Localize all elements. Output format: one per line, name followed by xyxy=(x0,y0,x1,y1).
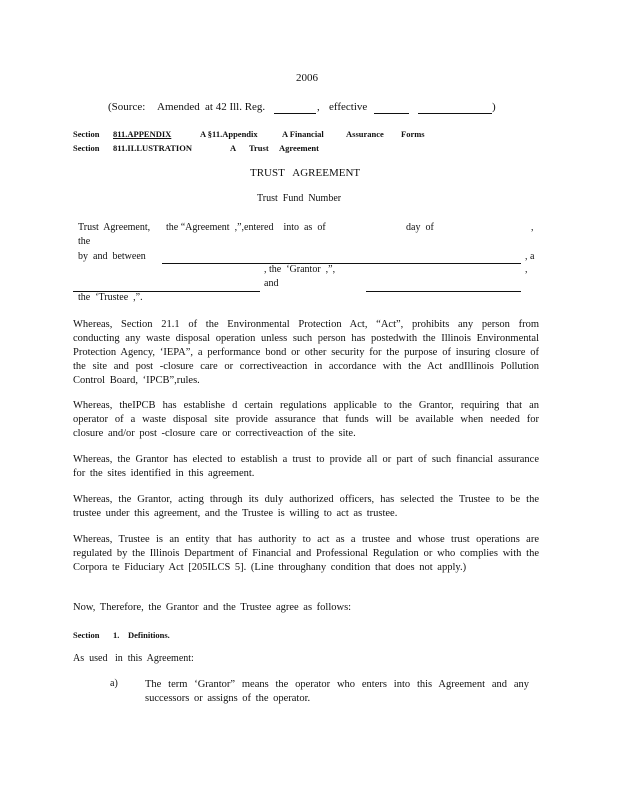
document-title: TRUST AGREEMENT xyxy=(250,167,361,179)
section-title-1d: Forms xyxy=(401,129,425,139)
blank-effective-line-1 xyxy=(374,113,409,114)
section1-word: Section xyxy=(73,630,100,640)
intro-line3-b: , a xyxy=(525,251,535,262)
as-used-line: As used in this Agreement: xyxy=(73,653,194,664)
document-subtitle: Trust Fund Number xyxy=(257,193,342,204)
whereas-paragraph-3: Whereas, the Grantor has elected to establish a trust to provide all or part of such financial assurance for the sites identified in this agreement. xyxy=(73,454,539,479)
now-therefore-paragraph: Now, Therefore, the Grantor and the Trustee agree as follows: xyxy=(73,602,352,613)
whereas-paragraph-2: Whereas, theIPCB has establishe d certain regulations applicable to the Grantor, requiring that an operator of a waste disposal site provide assurance that funds will be available when needed for closure and/or post -closure care or correctiveaction of the site. xyxy=(73,400,539,439)
intro-line4-b: , xyxy=(525,264,528,275)
intro-line3-a: by and between xyxy=(78,251,146,262)
intro-line1-a: Trust Agreement, xyxy=(78,222,151,233)
section-num-2: 811.ILLUSTRATION xyxy=(113,143,192,153)
section1-num: 1. xyxy=(113,630,120,640)
whereas-paragraph-1: Whereas, Section 21.1 of the Environmental Protection Act, “Act”, prohibits any person from conducting any waste disposal operation unless such person has postedwith the Illinois Environmental Protection Agency, ‘IEPA”, a performance bond or other security for the purpose of insuring closure of the site and post -closure care or correctiveaction in accordance with the Act andIllinois Pollution Control Board, ‘IPCB”,rules. xyxy=(73,319,539,386)
section-word-1: Section xyxy=(73,129,100,139)
blank-parties-line xyxy=(162,263,521,264)
intro-line1-b: the “Agreement ,”,entered into as of xyxy=(166,222,326,233)
section-title-1c: Assurance xyxy=(346,129,384,139)
intro-line1-c: day of xyxy=(406,222,434,233)
source-close: ) xyxy=(492,101,496,113)
year: 2006 xyxy=(296,72,318,84)
section-title-2b: Trust xyxy=(249,143,269,153)
whereas-paragraph-4: Whereas, the Grantor, acting through its duly authorized officers, has selected the Trustee to be the trustee under this agreement, and the Trustee is willing to act as trustee. xyxy=(73,494,539,519)
section-title-2c: Agreement xyxy=(279,143,319,153)
blank-effective-line-2 xyxy=(418,113,492,114)
whereas-paragraph-5: Whereas, Trustee is an entity that has authority to act as a trustee and whose trust operations are regulated by the Illinois Department of Financial and Professional Regulation or who complies with the Corpora te Fiduciary Act [205ILCS 5]. (Line throughany condition that does not apply.) xyxy=(73,534,539,573)
item-a-marker: a) xyxy=(110,678,118,689)
blank-reg-line xyxy=(274,113,316,114)
intro-line5: and xyxy=(264,278,279,289)
source-at: at 42 Ill. Reg. xyxy=(205,101,266,113)
source-amended: Amended xyxy=(157,101,200,113)
comma: , xyxy=(317,101,320,113)
source-open: (Source: xyxy=(108,101,146,113)
section-title-1a: A §11.Appendix xyxy=(200,129,258,139)
item-a-text: The term ‘Grantor” means the operator who enters into this Agreement and any successors or assigns of the operator. xyxy=(145,679,529,704)
blank-trustee-line xyxy=(366,291,521,292)
intro-line2: the xyxy=(78,236,91,247)
source-effective: effective xyxy=(329,101,368,113)
section-num-1: 811.APPENDIX xyxy=(113,129,172,139)
section-title-1b: A Financial xyxy=(282,129,324,139)
section-title-2a: A xyxy=(230,143,237,153)
section-word-2: Section xyxy=(73,143,100,153)
intro-line6: the ‘Trustee ,”. xyxy=(78,292,143,303)
section1-title: Definitions. xyxy=(128,630,170,640)
intro-line1-d: , xyxy=(531,222,534,233)
intro-line4-a: , the ‘Grantor ,”, xyxy=(264,264,336,275)
